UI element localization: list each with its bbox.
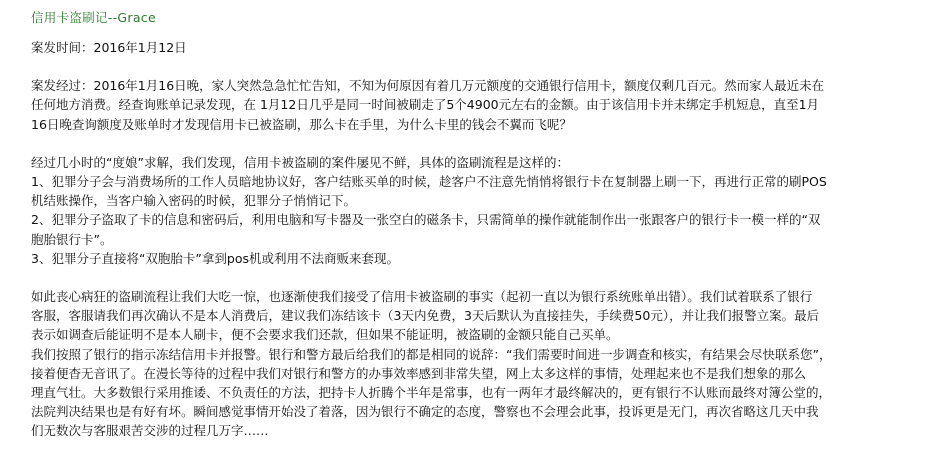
paragraph-gap [31,57,929,76]
text-line: 表示如调查后能证明不是本人刷卡，便不会要求我们还款，但如果不能证明，被盗刷的金额只能自己买单。 [31,327,619,343]
text-line: 2、犯罪分子盗取了卡的信息和密码后，利用电脑和写卡器及一张空白的磁条卡，只需简单的操作就能制作出一张跟客户的银行卡一模一样的“双 [31,212,821,228]
paragraph-gap [31,268,929,287]
fraud-method-paragraph [31,153,929,268]
text-line: 们无数次与客服艰苦交涉的过程几万字…… [31,423,269,439]
text-line: 3、犯罪分子直接将“双胞胎卡”拿到pos机或利用不法商贩来套现。 [31,250,400,266]
paragraph-gap [31,134,929,153]
text-line: 案发经过：2016年1月16日晚，家人突然急急忙忙告知，不知为何原因有着几万元额度的交通银行信用卡，额度仅剩几百元。然而家人最近未在 [31,78,825,94]
text-line: 任何地方消费。经查询账单记录发现，在 1月12日几乎是同一时间被刷走了5个4900元左右的金额。由于该信用卡并未绑定手机短息，直至1月 [31,97,820,113]
text-line: 法院判决结果也是有好有坏。瞬间感觉事情开始没了着落，因为银行不确定的态度，警察也不会理会此事，投诉更是无门，再次省略这几天中我 [31,404,819,420]
text-line: 客服，客服请我们再次确认不是本人消费后，建议我们冻结该卡（3天内免费，3天后默认为直接挂失，手续费50元），并让我们报警立案。最后 [31,308,820,324]
text-line: 16日晚查询额度及账单时才发现信用卡已被盗刷，那么卡在手里，为什么卡里的钱会不翼而飞呢？ [31,116,572,132]
outcome-paragraph [31,287,929,441]
text-line: 我们按照了银行的指示冻结信用卡并报警。银行和警方最后给我们的都是相同的说辞：“我们需要时间进一步调查和核实，有结果会尽快联系您”， [31,346,832,362]
text-line: 经过几小时的“度娘”求解，我们发现，信用卡被盗刷的案件屡见不鲜，具体的盗刷流程是这样的： [31,154,569,170]
text-line: 接着便杳无音讯了。在漫长等待的过程中我们对银行和警方的办事效率感到非常失望，网上太多这样的事情，处理起来也不是我们想象的那么 [31,365,807,381]
text-line: 1、犯罪分子会与消费场所的工作人员暗地协议好，客户结账买单的时候，趁客户不注意先悄悄将银行卡在复制器上刷一下，再进行正常的刷POS [31,174,827,190]
text-line: 机结账操作，当客户输入密码的时候，犯罪分子悄悄记下。 [31,193,357,209]
text-line: 理直气壮。大多数银行采用推诿、不负责任的方法，把持卡人折腾个半年是常事，也有一两年才最终解决的，更有银行不认账而最终对簿公堂的， [31,385,832,401]
text-line: 胞胎银行卡”。 [31,231,113,247]
incident-time: 案发时间：2016年1月12日 [31,40,187,55]
text-line: 如此丧心病狂的盗刷流程让我们大吃一惊，也逐渐使我们接受了信用卡被盗刷的事实（起初一直以为银行系统账单出错）。我们试着联系了银行 [31,289,813,305]
article-title: 信用卡盗刷记--Grace [31,10,156,25]
incident-process-paragraph [31,76,929,134]
